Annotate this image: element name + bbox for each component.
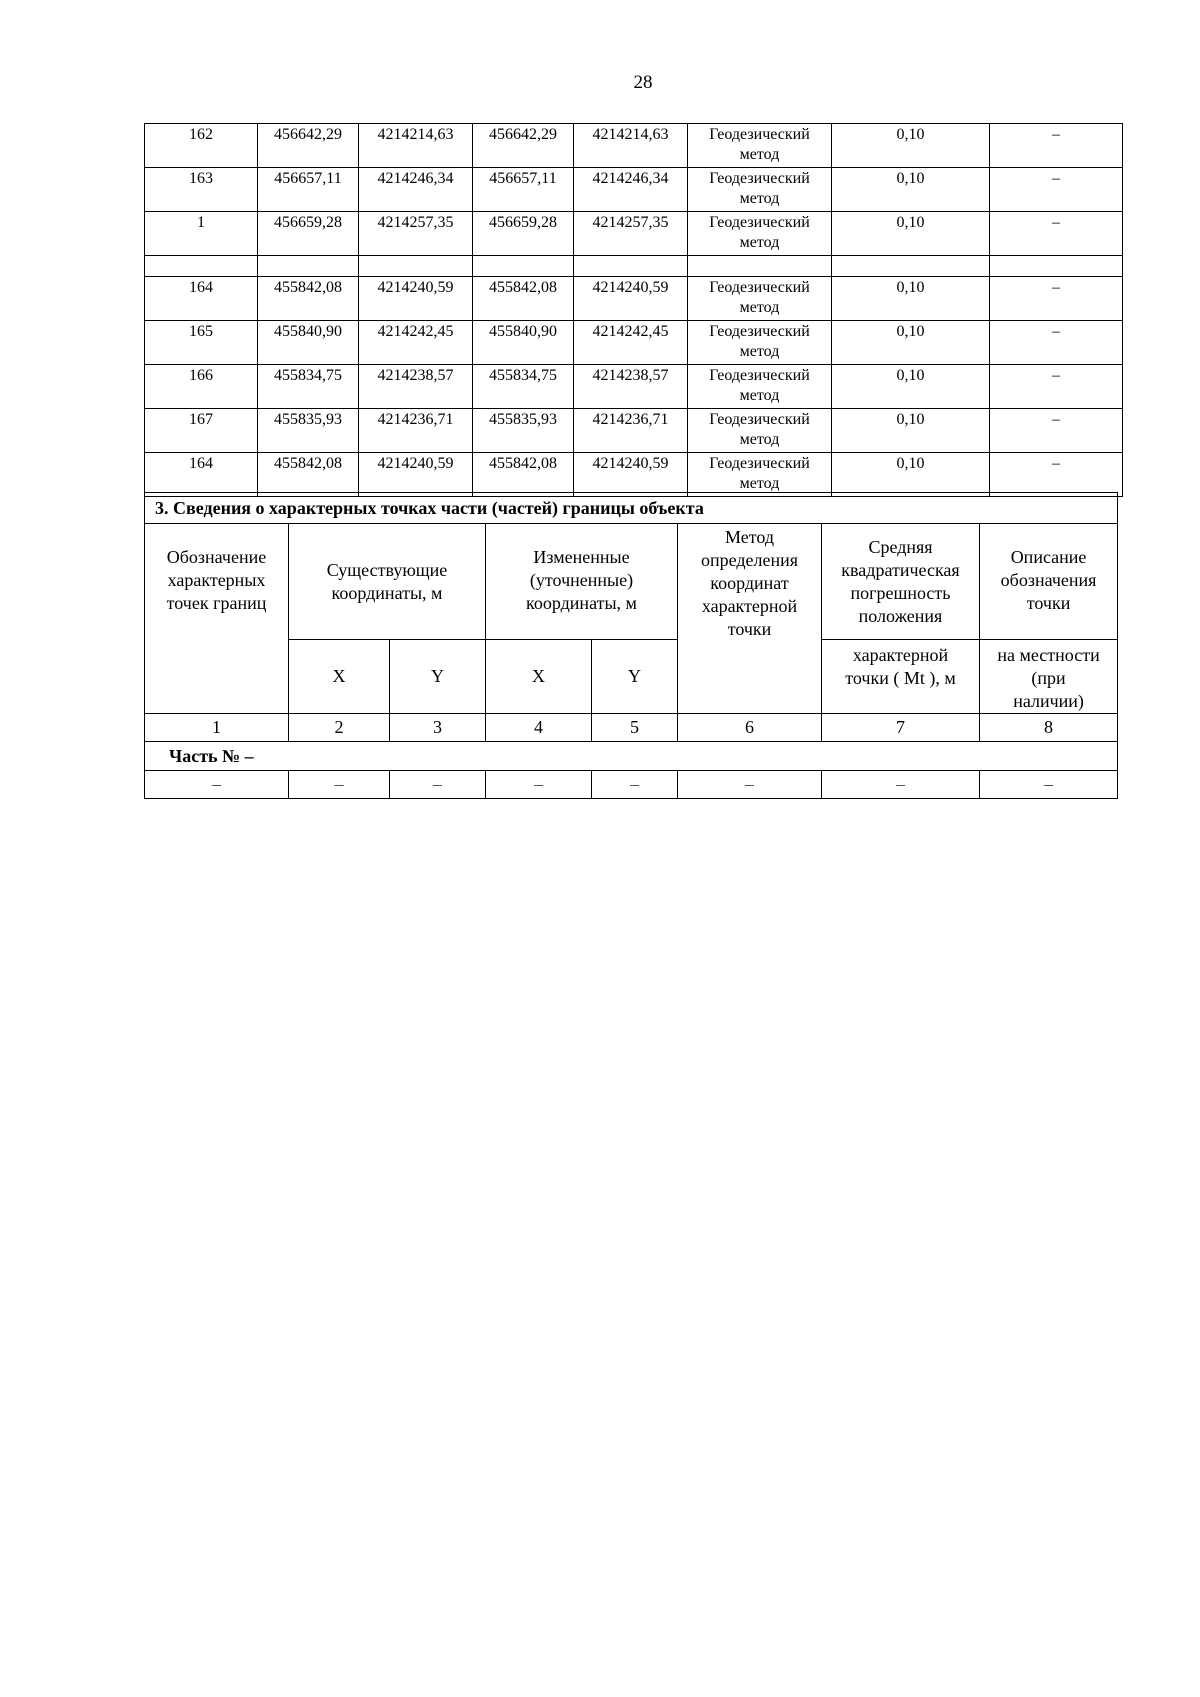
header-line: характерных: [167, 570, 266, 590]
point-id-cell: 165: [145, 321, 258, 365]
method-line: Геодезический: [709, 455, 810, 472]
changed-y-cell: 4214242,45: [574, 321, 688, 365]
changed-x-cell: 455842,08: [473, 453, 574, 497]
changed-y-cell: 4214214,63: [574, 124, 688, 168]
header-line: Обозначение: [166, 547, 267, 567]
existing-y-cell: 4214238,57: [359, 365, 473, 409]
changed-x-cell: 456659,28: [473, 212, 574, 256]
existing-y-cell: 4214246,34: [359, 168, 473, 212]
existing-x-cell: 456642,29: [258, 124, 359, 168]
existing-y-cell: [359, 256, 473, 277]
header-line: (уточненные): [529, 570, 634, 590]
method-line: метод: [739, 190, 780, 207]
error-cell: 0,10: [832, 212, 990, 256]
column-number: 6: [678, 714, 822, 742]
point-id-cell: [145, 256, 258, 277]
method-line: Геодезический: [709, 411, 810, 428]
error-cell: [832, 256, 990, 277]
existing-x-cell: 455835,93: [258, 409, 359, 453]
existing-y-cell: 4214240,59: [359, 277, 473, 321]
dash-cell: –: [592, 771, 678, 799]
description-cell: –: [990, 168, 1123, 212]
table-row: [145, 212, 1123, 256]
column-number: 5: [592, 714, 678, 742]
header-error-top: [822, 524, 980, 640]
header-changed-y: Y: [592, 640, 678, 714]
changed-y-cell: [574, 256, 688, 277]
column-number: 2: [289, 714, 390, 742]
method-cell: [688, 212, 832, 256]
header-line: координат: [710, 573, 789, 593]
existing-y-cell: 4214257,35: [359, 212, 473, 256]
method-line: метод: [739, 299, 780, 316]
description-cell: –: [990, 365, 1123, 409]
point-id-cell: 1: [145, 212, 258, 256]
point-id-cell: 163: [145, 168, 258, 212]
column-numbers-row: [145, 714, 1118, 742]
header-line: погрешность: [850, 583, 951, 603]
existing-x-cell: 455842,08: [258, 453, 359, 497]
coordinates-table: [144, 123, 1123, 497]
changed-y-cell: 4214236,71: [574, 409, 688, 453]
header-line: Описание: [1010, 547, 1087, 567]
header-line: (при: [1031, 668, 1066, 688]
changed-x-cell: [473, 256, 574, 277]
header-line: точки: [1026, 593, 1071, 613]
header-existing-coords: [289, 524, 486, 640]
header-line: Средняя: [868, 537, 933, 557]
changed-y-cell: 4214246,34: [574, 168, 688, 212]
table-row: [145, 409, 1123, 453]
column-number: 3: [390, 714, 486, 742]
existing-y-cell: 4214214,63: [359, 124, 473, 168]
section3-title: 3. Сведения о характерных точках части (частей) границы объекта: [145, 493, 1118, 524]
table-row: [145, 321, 1123, 365]
header-line: Метод: [724, 527, 775, 547]
error-cell: 0,10: [832, 168, 990, 212]
column-number: 8: [980, 714, 1118, 742]
description-cell: –: [990, 409, 1123, 453]
dash-cell: –: [822, 771, 980, 799]
header-line: координаты, м: [331, 582, 443, 603]
header-existing-x: X: [289, 640, 390, 714]
description-cell: –: [990, 212, 1123, 256]
method-line: Геодезический: [709, 323, 810, 340]
method-cell: [688, 365, 832, 409]
changed-x-cell: 455835,93: [473, 409, 574, 453]
existing-x-cell: 455842,08: [258, 277, 359, 321]
method-line: Геодезический: [709, 367, 810, 384]
existing-x-cell: [258, 256, 359, 277]
method-line: Геодезический: [709, 279, 810, 296]
description-cell: –: [990, 124, 1123, 168]
method-line: Геодезический: [709, 214, 810, 231]
error-cell: 0,10: [832, 409, 990, 453]
header-line: точки: [727, 619, 772, 639]
method-line: метод: [739, 146, 780, 163]
existing-y-cell: 4214236,71: [359, 409, 473, 453]
header-line: наличии): [1013, 691, 1084, 711]
point-id-cell: 164: [145, 277, 258, 321]
table-row: [145, 168, 1123, 212]
header-changed-coords: [486, 524, 678, 640]
existing-x-cell: 455840,90: [258, 321, 359, 365]
table-row: [145, 453, 1123, 497]
existing-y-cell: 4214240,59: [359, 453, 473, 497]
table-row: [145, 277, 1123, 321]
changed-x-cell: 455834,75: [473, 365, 574, 409]
description-cell: [990, 256, 1123, 277]
header-error-bottom: [822, 640, 980, 714]
header-line: характерной: [852, 645, 949, 665]
point-id-cell: 166: [145, 365, 258, 409]
dash-cell: –: [486, 771, 592, 799]
header-line: координаты, м: [526, 593, 637, 613]
changed-y-cell: 4214238,57: [574, 365, 688, 409]
error-cell: 0,10: [832, 453, 990, 497]
point-id-cell: 167: [145, 409, 258, 453]
method-line: метод: [739, 431, 780, 448]
error-cell: 0,10: [832, 321, 990, 365]
existing-x-cell: 456657,11: [258, 168, 359, 212]
changed-x-cell: 456642,29: [473, 124, 574, 168]
header-line: положения: [858, 606, 943, 626]
header-description-top: [980, 524, 1118, 640]
header-line: квадратическая: [841, 560, 960, 580]
description-cell: –: [990, 453, 1123, 497]
part-label: Часть № –: [145, 742, 1118, 771]
existing-x-cell: 455834,75: [258, 365, 359, 409]
dash-row: [145, 771, 1118, 799]
column-number: 4: [486, 714, 592, 742]
error-cell: 0,10: [832, 277, 990, 321]
method-line: Геодезический: [709, 170, 810, 187]
method-cell: [688, 256, 832, 277]
header-line: точек границ: [166, 593, 267, 613]
section3-table: [144, 492, 1118, 799]
changed-x-cell: 456657,11: [473, 168, 574, 212]
header-line: Измененные: [533, 547, 630, 567]
table-row: [145, 365, 1123, 409]
header-line: Существующие: [326, 559, 448, 580]
method-cell: [688, 168, 832, 212]
table-row: [145, 124, 1123, 168]
method-line: метод: [739, 387, 780, 404]
method-line: метод: [739, 343, 780, 360]
dash-cell: –: [289, 771, 390, 799]
dash-cell: –: [678, 771, 822, 799]
page-number: 28: [633, 72, 653, 93]
column-number: 7: [822, 714, 980, 742]
header-description-bottom: [980, 640, 1118, 714]
changed-x-cell: 455842,08: [473, 277, 574, 321]
error-cell: 0,10: [832, 124, 990, 168]
header-changed-x: X: [486, 640, 592, 714]
method-cell: [688, 124, 832, 168]
point-id-cell: 164: [145, 453, 258, 497]
existing-x-cell: 456659,28: [258, 212, 359, 256]
header-line: определения: [700, 550, 799, 570]
header-existing-y: Y: [390, 640, 486, 714]
description-cell: –: [990, 277, 1123, 321]
point-id-cell: 162: [145, 124, 258, 168]
header-line: обозначения: [1000, 570, 1097, 590]
existing-y-cell: 4214242,45: [359, 321, 473, 365]
header-line: точки ( Mt ), м: [845, 668, 956, 688]
header-line: характерной: [701, 596, 798, 616]
method-line: Геодезический: [709, 126, 810, 143]
header-line: на местности: [997, 645, 1100, 665]
changed-y-cell: 4214240,59: [574, 453, 688, 497]
header-method: [678, 524, 822, 714]
column-number: 1: [145, 714, 289, 742]
dash-cell: –: [980, 771, 1118, 799]
error-cell: 0,10: [832, 365, 990, 409]
dash-cell: –: [390, 771, 486, 799]
changed-y-cell: 4214257,35: [574, 212, 688, 256]
description-cell: –: [990, 321, 1123, 365]
dash-cell: –: [145, 771, 289, 799]
coordinates-table-body: [145, 124, 1123, 497]
method-line: метод: [739, 475, 780, 492]
method-line: метод: [739, 234, 780, 251]
method-cell: [688, 277, 832, 321]
changed-y-cell: 4214240,59: [574, 277, 688, 321]
table-row: [145, 256, 1123, 277]
method-cell: [688, 409, 832, 453]
changed-x-cell: 455840,90: [473, 321, 574, 365]
method-cell: [688, 321, 832, 365]
header-point-designation: [145, 524, 289, 714]
method-cell: [688, 453, 832, 497]
